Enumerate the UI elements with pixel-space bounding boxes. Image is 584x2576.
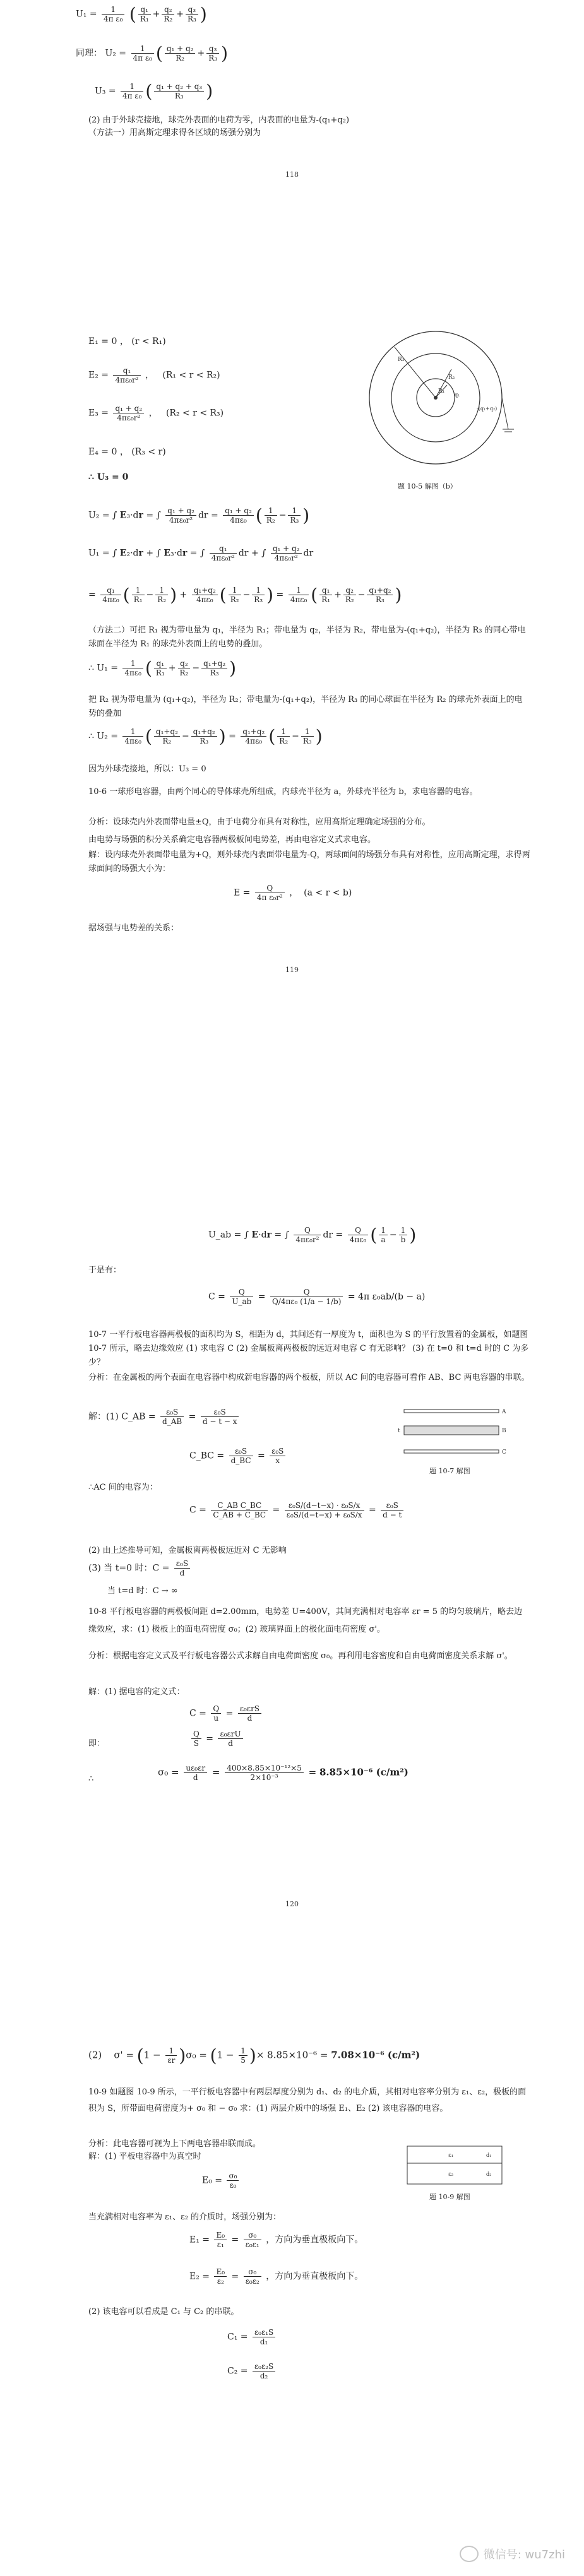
e1-page4: E₁ = $\frac{\text{E₀}}{\text{ε₁}}$ = $\frac{\text{σ₀}}{\text{ε₀ε₁}}$ ，方向为垂直极板向下。 [189,2231,364,2249]
dielectric-layers-figure [404,2143,505,2187]
problem-10-9: 10-9 如题图 10-9 所示，一平行板电容器中有两层厚度分别为 d₁、d₂ 的电介质，其相对电容率分别为 ε₁、ε₂，极板的面积为 S，所带面电荷密度为+ σ₀ 和 − σ₀ 求：(1) 两层介质中的场强 E₁、E₂ (2) 该电容器的电容。 [88,2087,527,2113]
u1-method2: ∴ U₁ = $\frac{1}{\text{4πε₀}}$ ( $\frac{\text{q₁}}{\text{R₁}}$ + $\frac{\text{q₂}}{\text{R₂}}$ − $\frac{\text{q₁+q₂}}{\text{R₃}}$ ) [88,658,237,679]
svg-text:R₁: R₁ [438,388,445,395]
u1-equation: U₁ = $\frac{1}{\text{4π ε₀}}$ ( $\frac{\text{q₁}}{\text{R₁}}$ + $\frac{\text{q₂}}{\text{R₂}}$ + $\frac{\text{q₃}}{\text{R₃}}$ ) [76,4,207,25]
sigma-prime-eq: (2) σ' = (1 − $\frac{1}{\varepsilon r}$ )σ₀ = (1 − $\frac{1}{5}$ )× 8.85×10⁻⁶ = 7.08×10⁻⁶ (c/m²) [88,2045,420,2066]
uab-eq: U_ab = ∫ E·dr = ∫ $\frac{Q}{\text{4πε₀r²}}$ dr = $\frac{Q}{\text{4πε₀}}$ ( $\frac{1}{a}$ − $\frac{1}{b}$ ) [208,1225,417,1245]
wechat-icon [460,2546,479,2562]
analysis-10-9: 分析：此电容器可视为上下两电容器串联而成。 [88,2139,261,2149]
solution-3b: 当 t=d 时：C → ∞ [107,1586,178,1596]
c1-eq: C₁ = $\frac{\text{ε₀ε₁S}}{\text{d₁}}$ [227,2328,277,2346]
e3-eq: E₃ = $\frac{\text{q₁ + q₂}}{\text{4πε₀r²}}$ ， (R₂ < r < R₃) [88,404,224,422]
qs-eq: $\frac{Q}{S}$ = $\frac{\text{ε₀εrU}}{d}$ [189,1730,245,1748]
figure-caption-10-7: 题 10-7 解图 [429,1467,470,1475]
sigma0-eq: σ₀ = $\frac{\text{uε₀εr}}{d}$ = $\frac{\text{400×8.85×10⁻¹²×5}}{\text{2×10⁻³}}$ = 8.85×10⁻⁶ (c/m²) [158,1764,408,1782]
method-1: （方法一）用高斯定理求得各区域的场强分别为 [88,128,261,138]
concentric-spheres-figure [360,322,518,473]
problem-10-7: 10-7 一平行板电容器两极板的面积均为 S，相距为 d，其间还有一厚度为 t，面积也为 S 的平行放置着的金属板，如题图 10-7 所示，略去边缘效应 (1) 求电容 C (2) 金属板离两极板的远近对电容 C 有无影响？ (3) 在 t=0 和 t=d 时的 C 为多少？ [88,1330,529,1367]
u2-method2: ∴ U₂ = $\frac{1}{\text{4πε₀}}$ ( $\frac{\text{q₁+q₂}}{\text{R₂}}$ − $\frac{\text{q₁+q₂}}{\text{R₃}}$ ) = $\frac{\text{q₁+q₂}}{\text{4πε₀}}$ ( $\frac{1}{\text{R₂}}$ − $\frac{1}{\text{R₃}}$ ) [88,726,323,747]
u3-equation: U₃ = $\frac{1}{\text{4π ε₀}}$ ( $\frac{\text{q₁ + q₂ + q₃}}{\text{R₃}}$ ) [95,81,213,102]
watermark-text: 微信号: wu7zhi [483,2548,565,2561]
svg-text:R₃: R₃ [398,357,405,363]
solution-10-8: 解：(1) 据电容的定义式： [88,1687,185,1697]
cac-eq: C = $\frac{\text{C\_AB C\_BC}}{C\_AB + C\_BC}$ = $\frac{\text{ε₀S/(d−t−x) · ε₀S/x}}{\text{ε₀S/(d−t−x) + ε₀S/x}}$ = $\frac{\text{ε₀S}}{d - t}$ [189,1501,405,1519]
solution-10-9-2: (2) 该电容可以看成是 C₁ 与 C₂ 的串联。 [88,2307,239,2317]
u2-equation: 同理： U₂ = $\frac{1}{\text{4π ε₀}}$ ( $\frac{\text{q₁ + q₂}}{\text{R₂}}$ + $\frac{\text{q₃}}{\text{R₃}}$ ) [76,43,229,64]
svg-text:A: A [502,1409,506,1415]
e0-eq: E₀ = $\frac{\text{σ₀}}{\text{ε₀}}$ [202,2171,241,2190]
page-2 [0,303,584,1060]
u1-result: = $\frac{\text{q₁}}{\text{4πε₀}}$ ( $\frac{1}{\text{R₁}}$ − $\frac{1}{\text{R₂}}$ ) + $\frac{\text{q₁+q₂}}{\text{4πε₀}}$ ( $\frac{1}{\text{R₂}}$ − $\frac{1}{\text{R₃}}$ ) = $\frac{1}{\text{4πε₀}}$ ( $\frac{\text{q₁}}{\text{R₁}}$ + $\frac{\text{q₂}}{\text{R₂}}$ − $\frac{\text{q₁+q₂}}{\text{R₃}}$ ) [88,585,402,605]
u1-integral: U₁ = ∫ E₂·dr + ∫ E₃·dr = ∫ $\frac{\text{q₁}}{\text{4πε₀r²}}$ dr + ∫ $\frac{\text{q₁ + q₂}}{\text{4πε₀r²}}$ dr [88,544,314,562]
e4-eq: E₄ = 0 ， (R₃ < r) [88,447,166,457]
svg-text:q₁: q₁ [455,392,460,398]
svg-text:ε₂: ε₂ [448,2171,454,2178]
analysis-10-7: 分析：在金属板的两个表面在电容器中构成新电容器的两个板板，所以 AC 间的电容器可看作 AB、BC 两电容器的串联。 [88,1373,530,1382]
e-field-eq: E = $\frac{Q}{\text{4π ε₀r²}}$ ， (a < r < b) [234,884,352,902]
page-number-120: 120 [285,1900,299,1908]
cdef-eq: C = $\frac{Q}{u}$ = $\frac{\text{ε₀εrS}}{d}$ [189,1704,263,1723]
cbc-eq: C_BC = $\frac{\text{ε₀S}}{d\_BC}$ = $\frac{\text{ε₀S}}{x}$ [189,1447,287,1465]
watermark [460,2546,565,2562]
svg-text:R₂: R₂ [448,374,455,381]
solution-3: (3) 当 t=0 时：C = $\frac{\text{ε₀S}}{d}$ [88,1559,192,1577]
page-4 [0,2039,584,2576]
page-1 [0,0,584,196]
parallel-plate-figure [398,1404,511,1461]
page-number-118: 118 [285,170,299,179]
e1-eq: E₁ = 0 ， (r < R₁) [88,336,166,347]
solution-10-9: 解：(1) 平板电容器中为真空时 [88,2152,201,2161]
note-2: (2) 由于外球壳接地，球壳外表面的电荷为零，内表面的电量为-(q₁+q₂) [88,116,350,125]
cab-eq: 解：(1) C_AB = $\frac{\text{ε₀S}}{d\_AB}$ = $\frac{\text{ε₀S}}{d - t - x}$ [88,1408,241,1426]
c2-eq: C₂ = $\frac{\text{ε₀ε₂S}}{\text{d₂}}$ [227,2362,277,2380]
svg-text:d₂: d₂ [486,2171,492,2177]
when-note: 当充满相对电容率为 ε₁、ε₂ 的介质时，场强分别为： [88,2212,282,2222]
figure-caption-10-9: 题 10-9 解图 [429,2193,470,2201]
svg-text:C: C [502,1449,506,1456]
u3-zero: ∴ U₃ = 0 [88,472,129,482]
e2-eq: E₂ = $\frac{\text{q₁}}{\text{4πε₀r²}}$ ， (R₁ < r < R₂) [88,366,220,384]
series-note: ∴AC 间的电容为： [88,1483,158,1492]
analysis-10-8: 分析：根据电容定义式及平行板电容器公式求解自由电荷面密度 σ₀。再利用电容密度和自由电荷面密度关系求解 σ'。 [88,1651,513,1661]
u1-label: U₁ = [76,9,97,20]
tongli-label: 同理： [76,48,102,59]
u2-integral: U₂ = ∫ E₃·dr = ∫ $\frac{\text{q₁ + q₂}}{\text{4πε₀r²}}$ dr = $\frac{\text{q₁ + q₂}}{\text{4πε₀}}$ ( $\frac{1}{\text{R₂}}$ − $\frac{1}{\text{R₃}}$ ) [88,505,310,526]
svg-text:t: t [398,1428,400,1434]
svg-text:d₁: d₁ [486,2152,492,2158]
earth-note: 因为外球壳接地，所以：U₃ = 0 [88,764,206,774]
therefore-mark: ∴ [88,1774,94,1784]
problem-10-6: 10-6 一球形电容器，由两个同心的导体球壳所组成，内球壳半径为 a，外球壳半径为 b，求电容器的电容。 [88,787,478,797]
problem-10-8: 10-8 平行板电容器的两极板间距 d=2.00mm，电势差 U=400V，其间充满相对电容率 εr = 5 的均匀玻璃片，略去边缘效应，求：(1) 极板上的面电荷密度 σ₀；(2) 玻璃界面上的极化面电荷密度 σ'。 [88,1607,523,1634]
ji-label: 即： [88,1739,105,1748]
figure-caption-10-5b: 题 10-5 解图（b） [398,482,457,490]
page-3 [0,1212,584,1969]
svg-text:-(q₁+q₂): -(q₁+q₂) [477,406,498,412]
method-2b: 把 R₂ 视为带电量为 (q₁+q₂)，半径为 R₂；带电量为-(q₁+q₂)，半径为 R₃ 的同心球面在半径为 R₂ 的球壳外表面上的电势的叠加 [88,695,523,718]
method-2: （方法二）可把 R₁ 视为带电量为 q₁，半径为 R₁；带电量为 q₂，半径为 R₂，带电量为-(q₁+q₂)，半径为 R₃ 的同心带电球面在半径为 R₁ 的球壳外表面上的电势的叠加。 [88,626,526,649]
solution-10-6: 解：设内球壳外表面带电量为+Q，则外球壳内表面带电量为-Q，两球面间的场强分布具有对称性，应用高斯定理，求得两球面间的场强大小为： [88,850,530,874]
analysis-10-6b: 由电势与场强的积分关系确定电容器两极板间电势差，再由电容定义式求电容。 [88,835,376,845]
relation-note: 据场强与电势差的关系： [88,923,179,933]
solution-2: (2) 由上述推导可知，金属板离两极板远近对 C 无影响 [88,1546,287,1555]
svg-text:ε₁: ε₁ [448,2152,454,2159]
svg-text:B: B [502,1428,506,1434]
page-number-119: 119 [285,966,299,974]
e2-page4: E₂ = $\frac{\text{E₀}}{\text{ε₂}}$ = $\frac{\text{σ₀}}{\text{ε₀ε₂}}$ ，方向为垂直极板向下。 [189,2267,364,2286]
so-label: 于是有： [88,1266,122,1275]
capacitance-eq: C = $\frac{Q}{U\_ab}$ = $\frac{Q}{\text{Q/4πε₀ (1/a − 1/b)}}$ = 4π ε₀ab/(b − a) [208,1288,426,1306]
analysis-10-6: 分析：设球壳内外表面带电量±Q，由于电荷分布具有对称性，应用高斯定理确定场强的分布。 [88,817,431,827]
